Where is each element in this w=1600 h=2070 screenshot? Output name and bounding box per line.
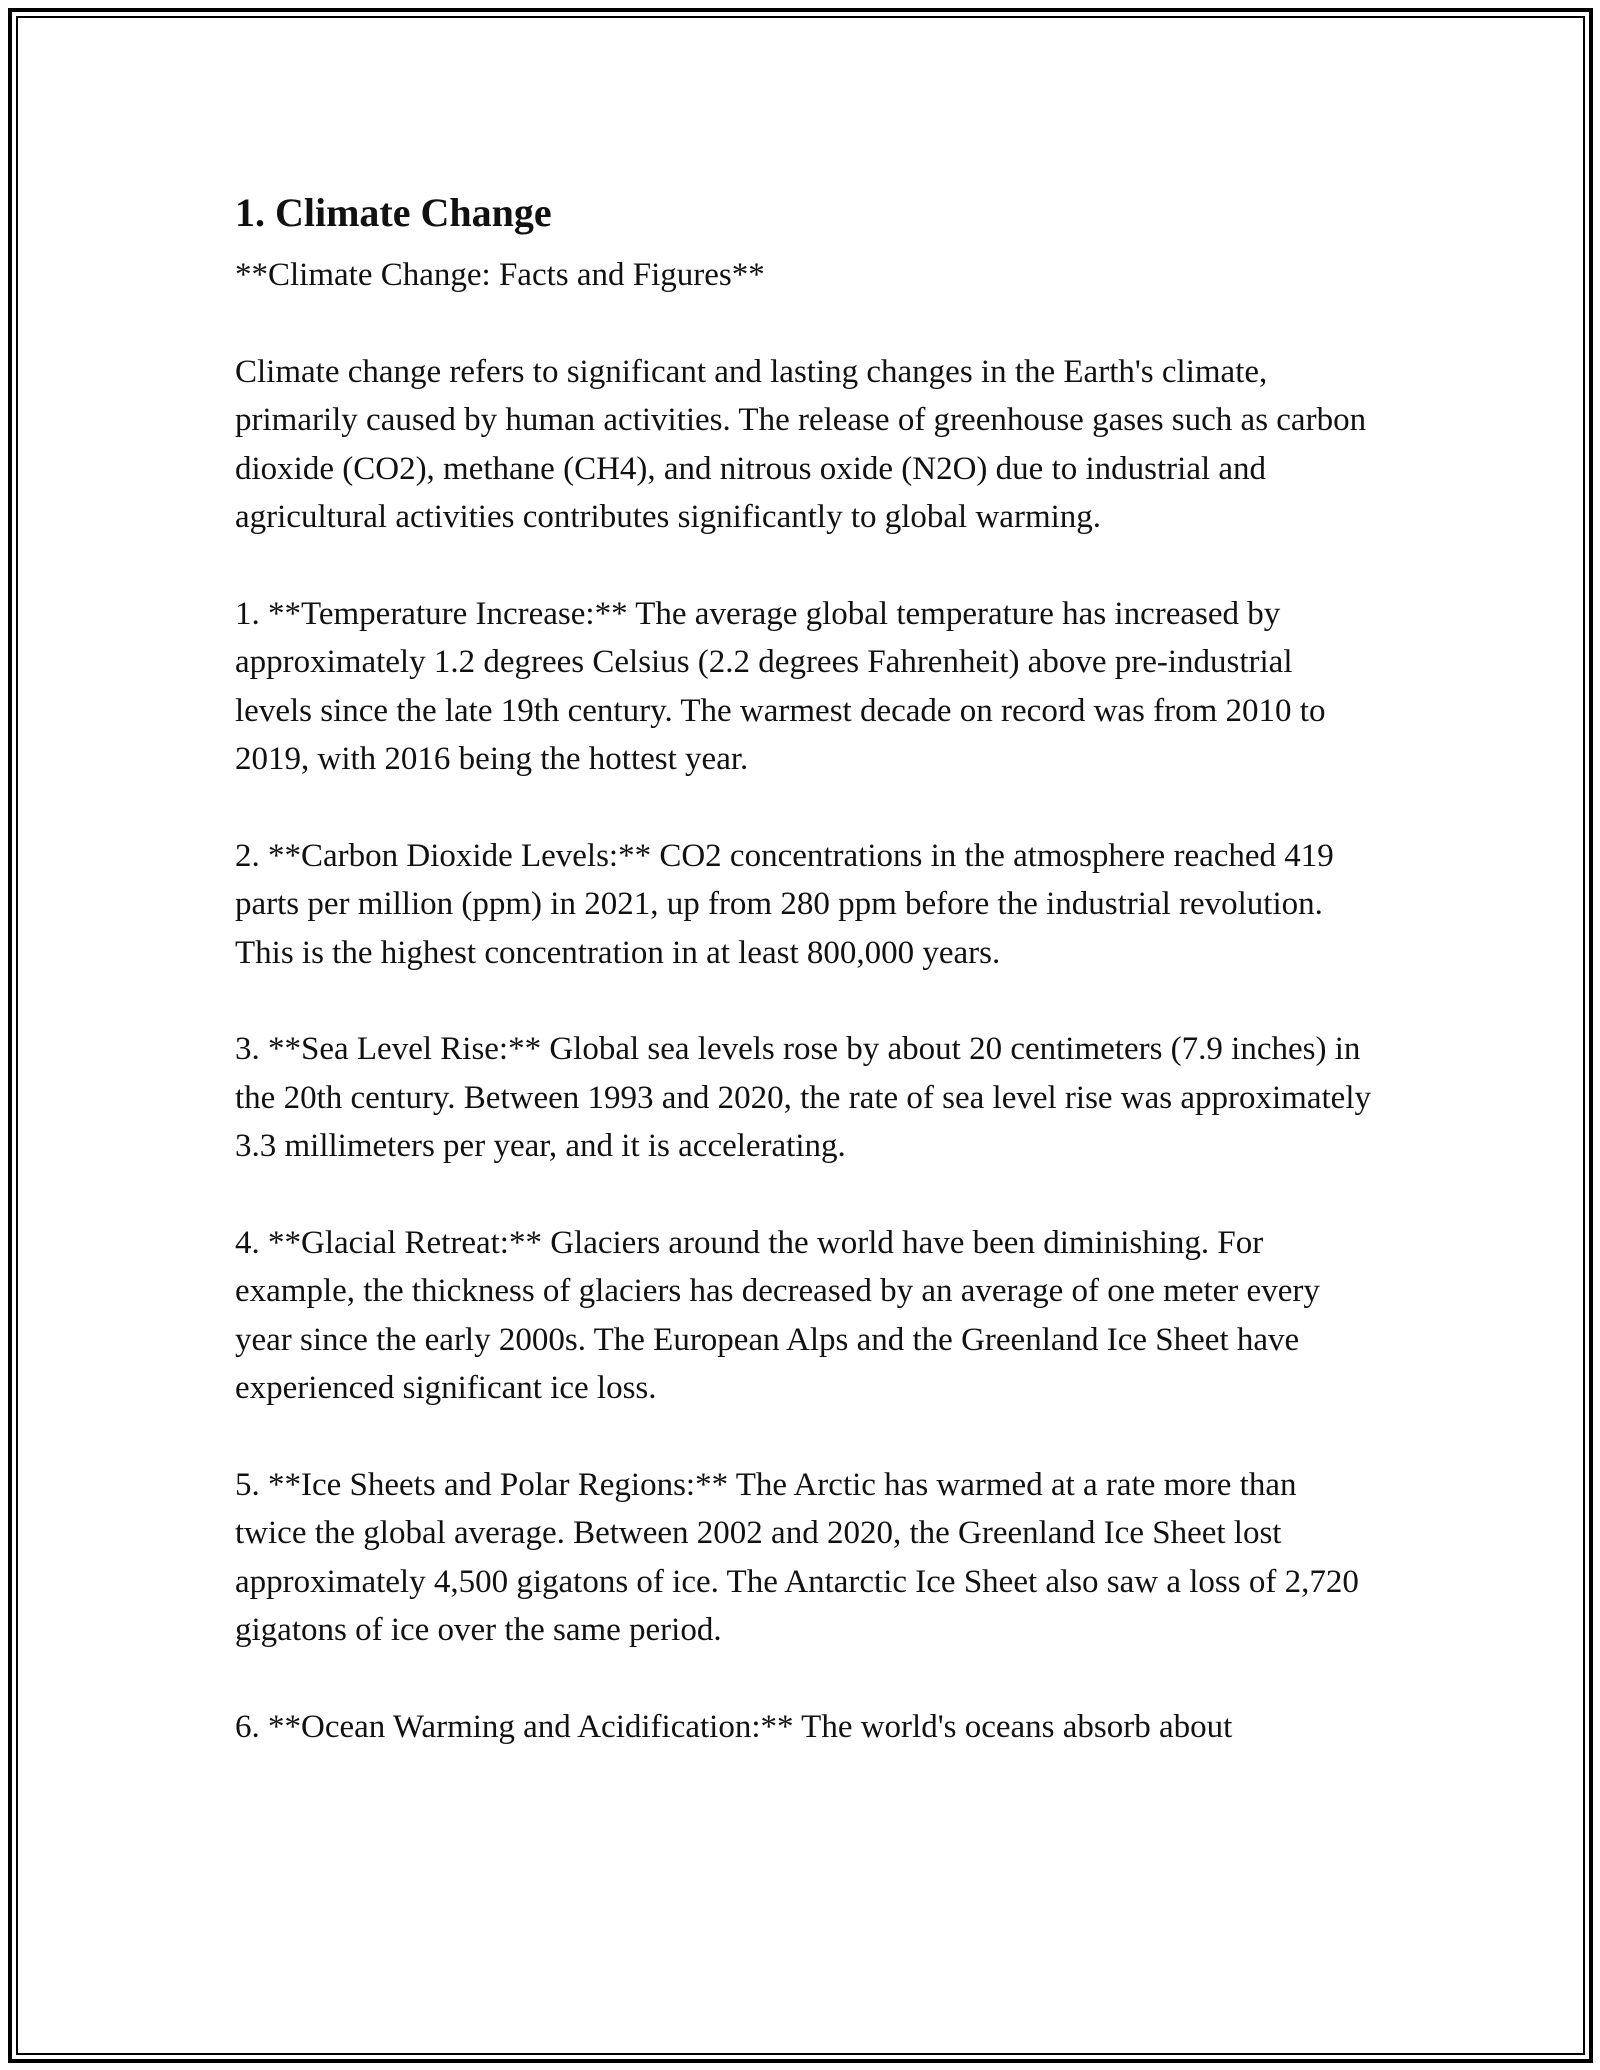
ice-sheets-polar-regions-paragraph: 5. **Ice Sheets and Polar Regions:** The Arctic has warmed at a rate more than twice the global average. Between 2002 and 2020, the Greenland Ice Sheet lost approximately 4,500 gigatons of ice. The Antarctic Ice Sheet also saw a loss of 2,720 gigatons of ice over the same period. — [235, 1467, 1359, 1649]
document-body — [235, 185, 1375, 1800]
sea-level-rise-paragraph: 3. **Sea Level Rise:** Global sea levels rose by about 20 centimeters (7.9 inches) in the 20th century. Between 1993 and 2020, the rate of sea level rise was approximately 3.3 millimeters per year, and it is accelerating. — [235, 1031, 1371, 1165]
document-title: 1. Climate Change — [235, 190, 552, 235]
ocean-warming-acidification-paragraph: 6. **Ocean Warming and Acidification:** The world's oceans absorb about — [235, 1709, 1233, 1746]
intro-paragraph: Climate change refers to significant and lasting changes in the Earth's climate, primarily caused by human activities. The release of greenhouse gases such as carbon dioxide (CO2), methane (CH4), and nitrous oxide (N2O) due to industrial and agricultural activities contributes significantly to global warming. — [235, 353, 1367, 536]
temperature-increase-paragraph: 1. **Temperature Increase:** The average global temperature has increased by approximately 1.2 degrees Celsius (2.2 degrees Fahrenheit) above pre-industrial levels since the late 19th century. The warmest decade on record was from 2010 to 2019, with 2016 being the hottest year. — [235, 595, 1326, 778]
carbon-dioxide-levels-paragraph: 2. **Carbon Dioxide Levels:** CO2 concentrations in the atmosphere reached 419 parts per million (ppm) in 2021, up from 280 ppm before the industrial revolution. This is the highest concentration in at least 800,000 years. — [235, 837, 1334, 971]
document-subtitle: **Climate Change: Facts and Figures** — [235, 257, 765, 293]
glacial-retreat-paragraph: 4. **Glacial Retreat:** Glaciers around the world have been diminishing. For example, the thickness of glaciers has decreased by an average of one meter every year since the early 2000s. The European Alps and the Greenland Ice Sheet have experienced significant ice loss. — [235, 1225, 1320, 1407]
